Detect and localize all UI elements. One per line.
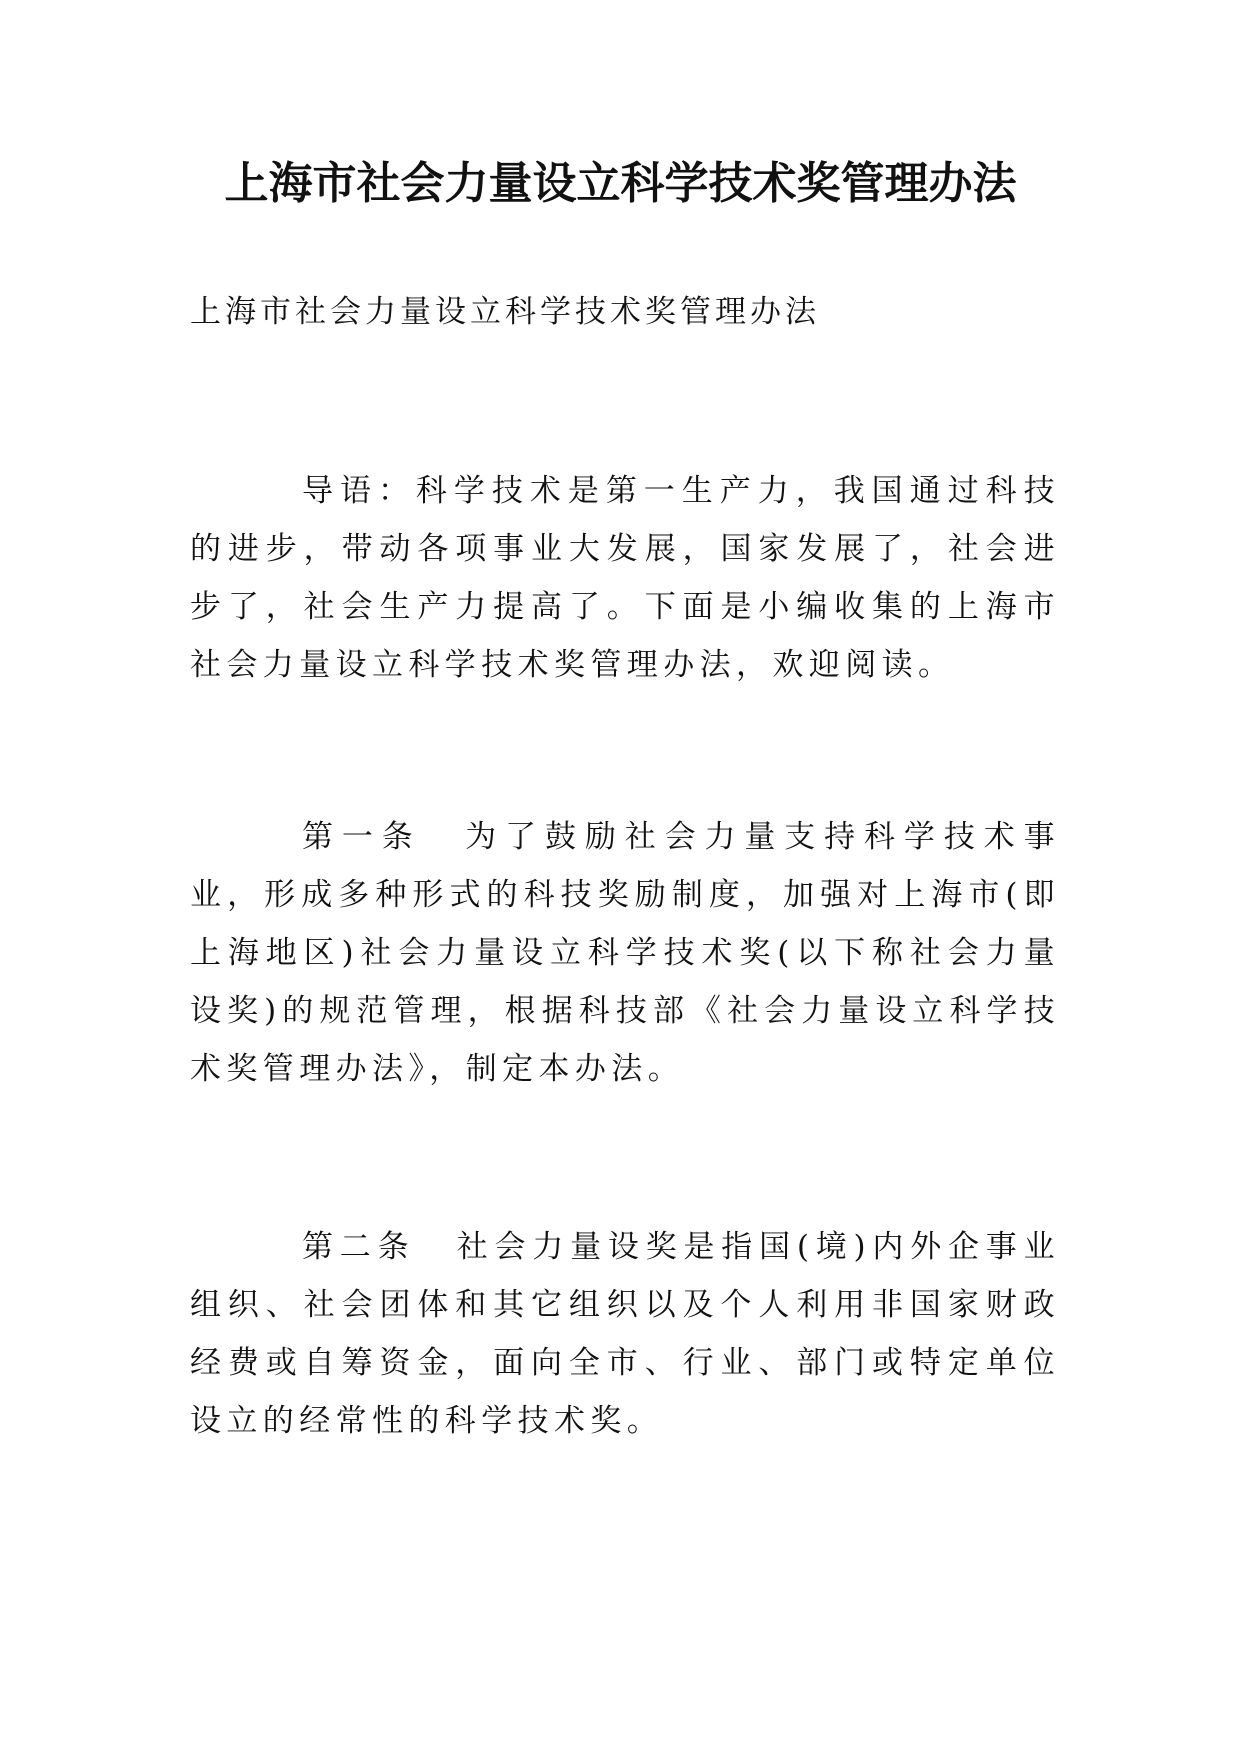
- document-title: 上海市社会力量设立科学技术奖管理办法: [224, 158, 1017, 209]
- document-subtitle: 上海市社会力量设立科学技术奖管理办法: [190, 294, 820, 330]
- article-1-label: 第一条: [302, 819, 422, 855]
- article-2-text: 社会力量设奖是指国(境)内外企事业组织、社会团体和其它组织以及个人利用非国家财政经费或自筹资金，面向全市、行业、部门或特定单位设立的经常性的科学技术奖。: [190, 1229, 1060, 1439]
- article-2-label: 第二条: [302, 1229, 416, 1265]
- article-1-text: 为了鼓励社会力量支持科学技术事业，形成多种形式的科技奖励制度，加强对上海市(即上海地区)社会力量设立科学技术奖(以下称社会力量设奖)的规范管理，根据科技部《社会力量设立科学技术奖管理办法》，制定本办法。: [190, 819, 1061, 1087]
- intro-paragraph: 导语：科学技术是第一生产力，我国通过科技的进步，带动各项事业大发展，国家发展了，社会进步了，社会生产力提高了。下面是小编收集的上海市社会力量设立科学技术奖管理办法，欢迎阅读。: [190, 473, 1060, 683]
- article-2-paragraph: [190, 1218, 1060, 1450]
- article-1-paragraph: [190, 808, 1060, 1098]
